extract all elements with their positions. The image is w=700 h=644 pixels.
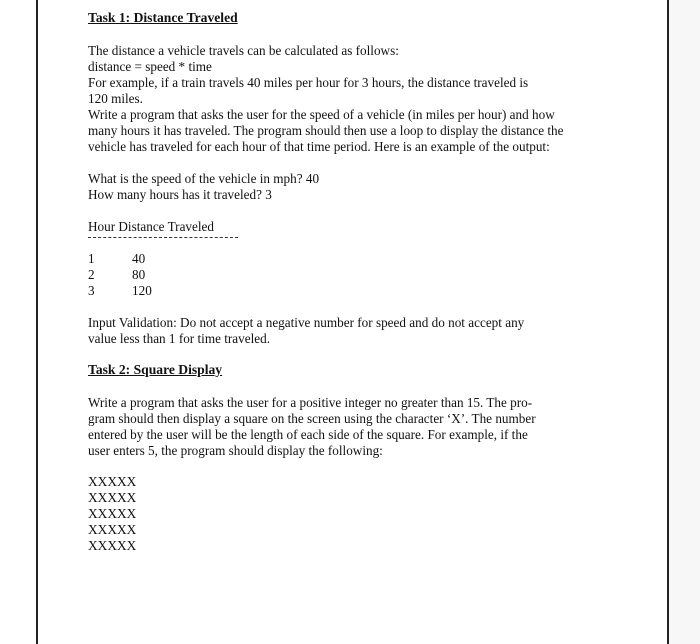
task1-paragraph (88, 43, 648, 155)
hour-cell: 1 (88, 251, 95, 266)
table-divider (88, 237, 238, 238)
distance-cell: 120 (132, 283, 152, 298)
square-output (88, 474, 648, 554)
distance-cell: 80 (132, 267, 146, 282)
table-row (88, 251, 648, 267)
square-line: XXXXX (88, 490, 137, 505)
example-prompts (88, 171, 648, 203)
square-line: XXXXX (88, 506, 137, 521)
table-row (88, 283, 648, 299)
distance-cell: 40 (132, 251, 146, 266)
page-margin-right (669, 0, 700, 644)
page-border-left (36, 0, 38, 644)
task1-line: many hours it has traveled. The program should then use a loop to display the distance the (88, 123, 564, 138)
task2-line: gram should then display a square on the screen using the character ‘X’. The number (88, 411, 536, 426)
hour-cell: 3 (88, 283, 95, 298)
square-line: XXXXX (88, 522, 137, 537)
task1-line: vehicle has traveled for each hour of that time period. Here is an example of the output: (88, 139, 550, 154)
speed-prompt: What is the speed of the vehicle in mph? 40 (88, 171, 320, 186)
task1-line: 120 miles. (88, 91, 143, 106)
validation-line: value less than 1 for time traveled. (88, 331, 270, 346)
distance-table (88, 251, 648, 299)
hours-prompt: How many hours has it traveled? 3 (88, 187, 272, 202)
task2-paragraph (88, 395, 648, 459)
task2-line: user enters 5, the program should display the following: (88, 443, 383, 458)
table-header: Hour Distance Traveled (88, 219, 214, 234)
square-line: XXXXX (88, 474, 137, 489)
task1-line: For example, if a train travels 40 miles per hour for 3 hours, the distance traveled is (88, 75, 529, 90)
task1-line: The distance a vehicle travels can be calculated as follows: (88, 43, 399, 58)
table-row (88, 267, 648, 283)
square-line: XXXXX (88, 538, 137, 553)
task1-title: Task 1: Distance Traveled (88, 10, 238, 25)
hour-cell: 2 (88, 267, 95, 282)
task2-line: Write a program that asks the user for a positive integer no greater than 15. The pro- (88, 395, 533, 410)
task1-line: distance = speed * time (88, 59, 212, 74)
task2-title: Task 2: Square Display (88, 362, 223, 377)
validation-line: Input Validation: Do not accept a negative number for speed and do not accept any (88, 315, 525, 330)
task2-line: entered by the user will be the length of each side of the square. For example, if the (88, 427, 528, 442)
input-validation (88, 315, 648, 347)
task1-line: Write a program that asks the user for the speed of a vehicle (in miles per hour) and how (88, 107, 555, 122)
